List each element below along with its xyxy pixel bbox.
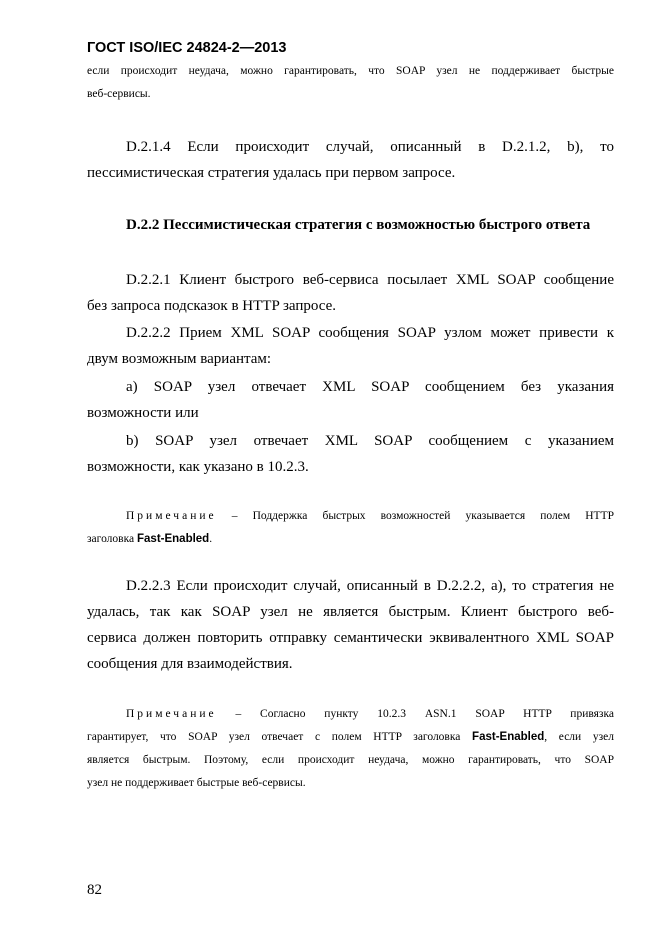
note-line: узел не поддерживает быстрые веб-сервисы.	[87, 777, 306, 789]
paragraph-d214	[87, 134, 614, 186]
paragraph-line: без запроса подсказок в HTTP запросе.	[87, 298, 337, 314]
standard-header: ГОСТ ISO/IEC 24824-2—2013	[87, 40, 287, 56]
list-item-line: возможности или	[87, 405, 199, 421]
paragraph-line: удалась, так как SOAP узел не является быстрым. Клиент быстрого веб-	[87, 604, 614, 620]
note-text: заголовка	[87, 533, 137, 545]
note-line	[87, 528, 614, 551]
top-note-line: веб-сервисы.	[87, 88, 151, 100]
paragraph-line: D.2.2.3 Если происходит случай, описанный в D.2.2.2, а), то стратегия не	[126, 578, 614, 594]
list-item-line: b) SOAP узел отвечает XML SOAP сообщением с указанием	[126, 433, 614, 449]
note-line	[87, 505, 614, 528]
note-line	[87, 726, 614, 749]
note-text: – Согласно пункту 10.2.3 ASN.1 SOAP HTTP привязка	[216, 708, 614, 720]
note-text: , если узел	[544, 731, 614, 743]
paragraph-line: двум возможным вариантам:	[87, 351, 272, 367]
paragraph-line: D.2.2.2 Прием XML SOAP сообщения SOAP узлом может привести к	[126, 325, 614, 341]
page-number: 82	[87, 882, 102, 898]
list-item-b	[87, 428, 614, 480]
note-2	[87, 703, 614, 795]
paragraph-d223	[87, 573, 614, 677]
paragraph-line: сервиса должен повторить отправку семантически эквивалентного XML SOAP	[87, 630, 614, 646]
note-text: гарантирует, что SOAP узел отвечает с полем HTTP заголовка	[87, 731, 473, 743]
header-field-name: Fast-Enabled	[137, 533, 210, 545]
note-text: – Поддержка быстрых возможностей указывается полем HTTP	[216, 510, 614, 522]
paragraph-d222	[87, 320, 614, 372]
list-item-a	[87, 374, 614, 426]
note-line: является быстрым. Поэтому, если происходит неудача, можно гарантировать, что SOAP	[87, 754, 614, 766]
note-label: Примечание	[126, 708, 217, 720]
note-label: Примечание	[126, 510, 217, 522]
note-text: .	[209, 533, 213, 545]
top-note	[87, 60, 614, 106]
list-item-line: а) SOAP узел отвечает XML SOAP сообщением без указания	[126, 379, 614, 395]
header-field-name: Fast-Enabled	[472, 731, 545, 743]
note-line	[87, 703, 614, 726]
paragraph-d221	[87, 267, 614, 319]
paragraph-line: пессимистическая стратегия удалась при первом запросе.	[87, 165, 456, 181]
section-heading: D.2.2 Пессимистическая стратегия с возможностью быстрого ответа	[126, 217, 591, 233]
paragraph-line: сообщения для взаимодействия.	[87, 656, 293, 672]
paragraph-line: D.2.1.4 Если происходит случай, описанный в D.2.1.2, b), то	[126, 139, 614, 155]
paragraph-line: D.2.2.1 Клиент быстрого веб-сервиса посылает XML SOAP сообщение	[126, 272, 614, 288]
note-1	[87, 505, 614, 551]
top-note-line: если происходит неудача, можно гарантировать, что SOAP узел не поддерживает быстрые	[87, 65, 614, 77]
list-item-line: возможности, как указано в 10.2.3.	[87, 459, 309, 475]
